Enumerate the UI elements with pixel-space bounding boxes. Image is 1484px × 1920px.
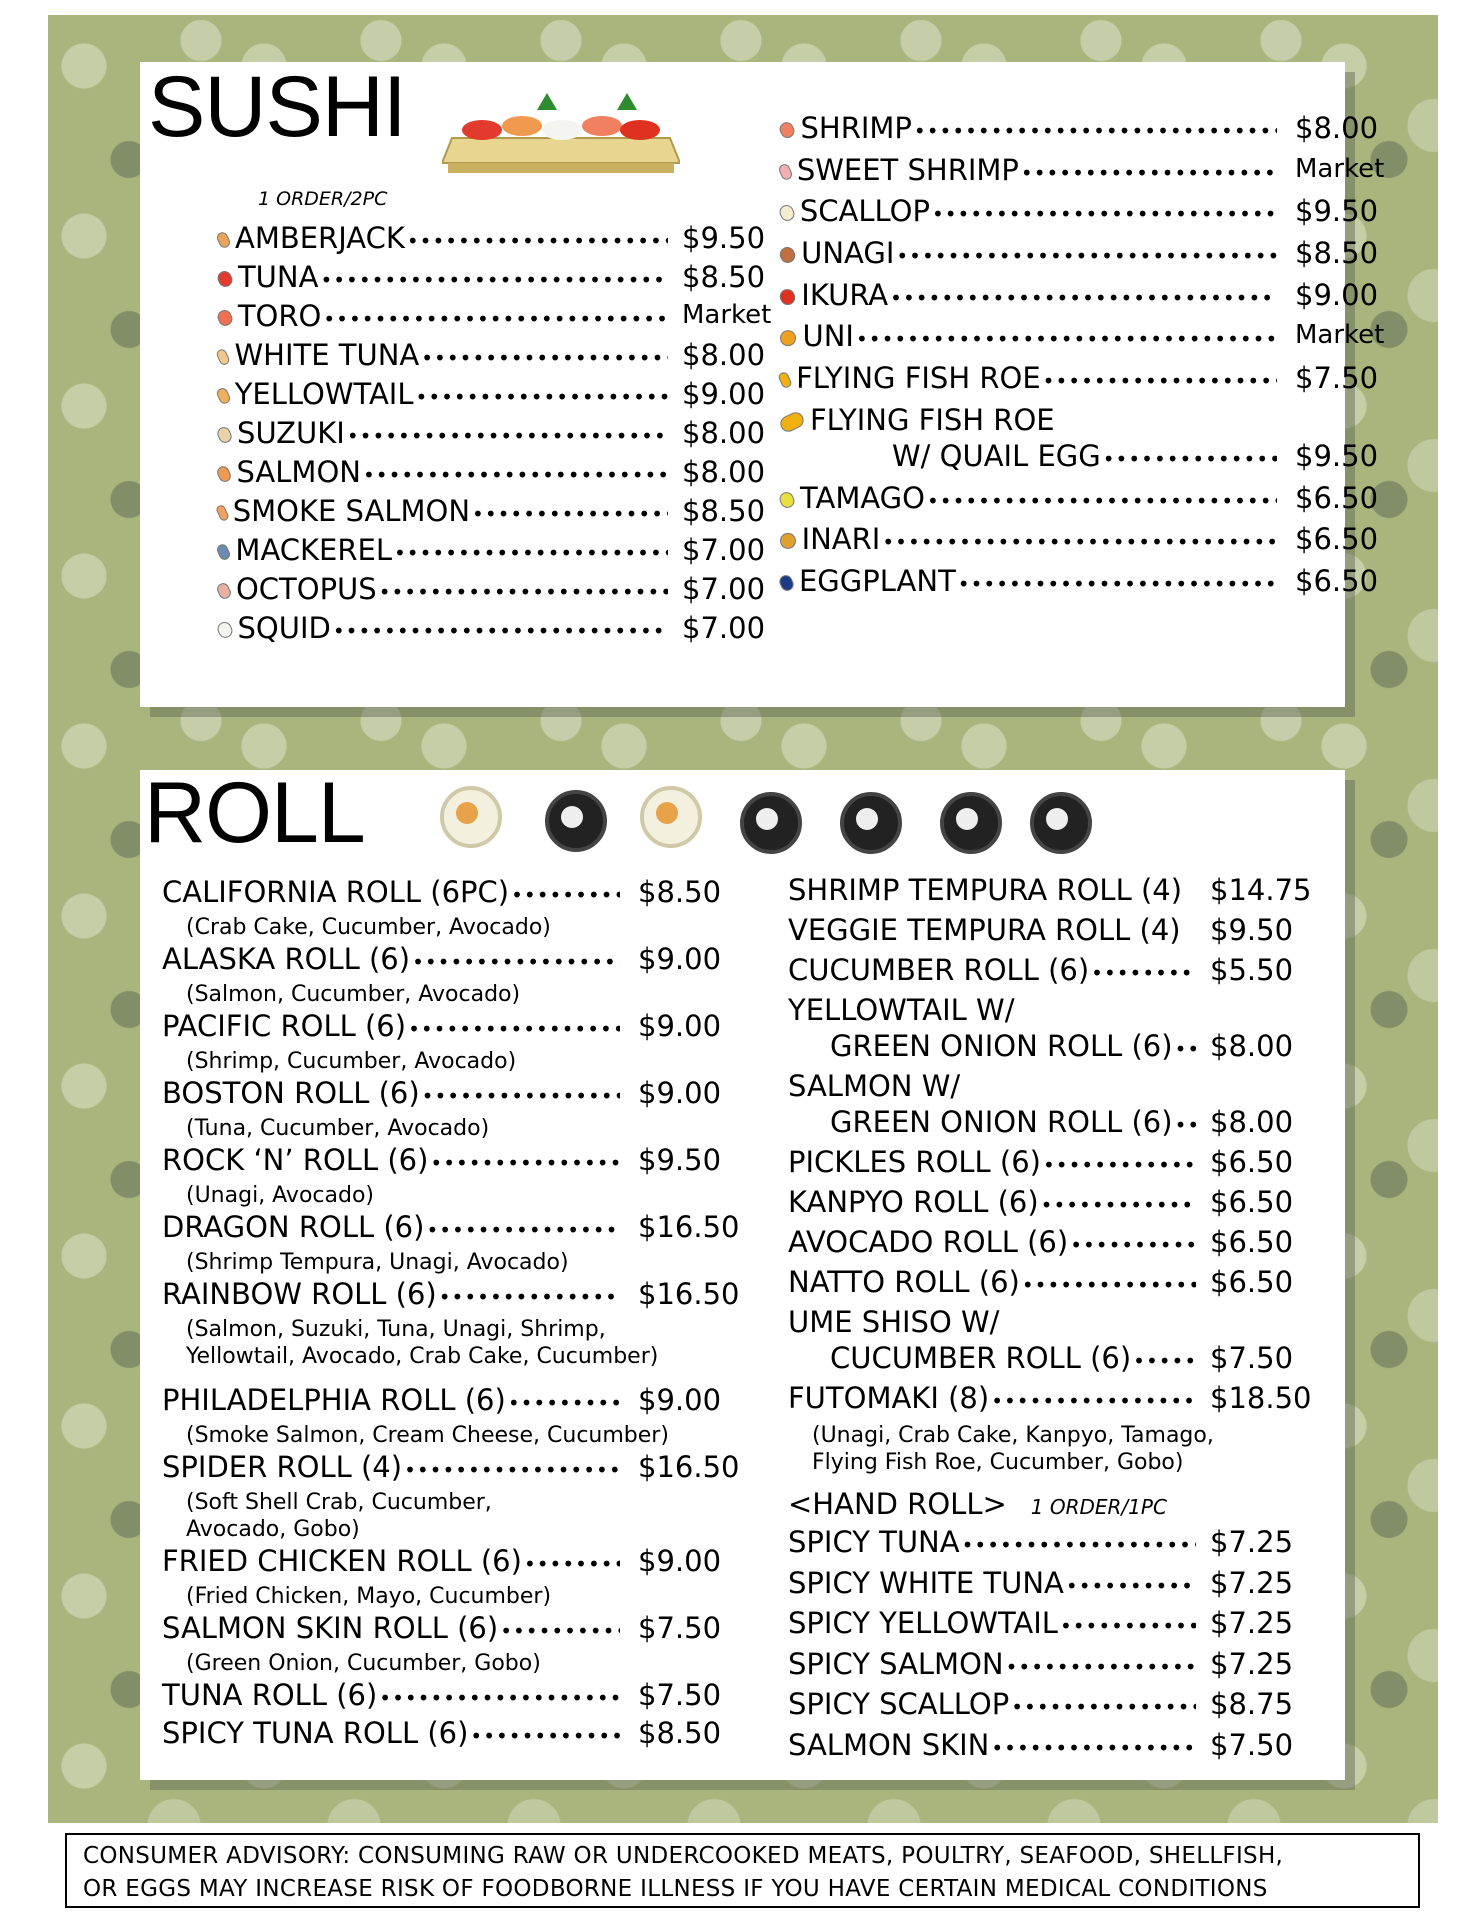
item-price: $6.50 [1210,1145,1294,1179]
leader-dots [430,1153,620,1173]
item-name: SPICY YELLOWTAIL [788,1606,1058,1640]
leader-dots [363,465,668,485]
sushi-item [780,522,1379,556]
item-price: Market [1295,320,1385,350]
roll-item [162,1210,740,1244]
leader-dots [1021,163,1277,183]
tempura-roll-icon [545,790,607,852]
item-price: $8.50 [682,260,766,294]
roll-item [162,1009,722,1043]
leader-dots [379,1688,620,1708]
leader-dots [962,1535,1196,1555]
advisory-line-1: CONSUMER ADVISORY: CONSUMING RAW OR UNDERCOOKED MEATS, POULTRY, SEAFOOD, SHELLFISH, [83,1843,1284,1869]
leader-dots [927,491,1277,511]
item-price: $9.00 [638,1076,722,1110]
item-price: $16.50 [638,1210,740,1244]
roll-item [788,1381,1312,1415]
roll-item [788,993,1196,1027]
sweet-shrimp-icon [777,162,794,181]
item-name: RAINBOW ROLL (6) [162,1277,437,1311]
amberjack-icon [215,230,232,249]
item-name: OCTOPUS [235,572,377,606]
eggplant-icon [777,573,796,593]
item-price: Market [1295,154,1385,184]
item-price: $8.50 [638,1716,722,1750]
item-price: $9.00 [638,1383,722,1417]
roll-panel [140,765,1345,1780]
item-price: $8.00 [682,338,766,372]
item-name: CUCUMBER ROLL (6) [788,953,1090,987]
item-name: SALMON SKIN ROLL (6) [162,1611,499,1645]
item-price: Market [682,300,772,330]
item-name: GREEN ONION ROLL (6) [830,1029,1173,1063]
item-name: WHITE TUNA [234,338,420,372]
leader-dots [1060,1616,1196,1636]
inari-icon [777,530,798,551]
leader-dots [394,543,668,563]
roll-item [162,1611,722,1645]
item-price: $6.50 [1210,1185,1294,1219]
advisory-line-2: OR EGGS MAY INCREASE RISK OF FOODBORNE ILLNESS IF YOU HAVE CERTAIN MEDICAL CONDITIONS [83,1876,1268,1902]
item-name: GREEN ONION ROLL (6) [830,1105,1173,1139]
sushi-item [218,572,766,606]
item-price: $7.00 [682,572,766,606]
item-price: $7.25 [1210,1646,1294,1681]
item-price: $8.00 [1295,111,1379,145]
tuna-roll-icon [740,792,802,854]
item-price: $6.50 [1210,1225,1294,1259]
item-name: SQUID [237,611,331,645]
item-price: $14.75 [1210,873,1312,907]
item-name: TUNA [237,260,319,294]
roll-item [830,1105,1294,1139]
item-name: SHRIMP [800,111,912,145]
item-price: $8.00 [682,455,766,489]
leader-dots [856,329,1277,349]
sushi-item [218,221,766,255]
item-description: (Tuna, Cucumber, Avocado) [186,1116,490,1141]
roll-item [830,1341,1294,1375]
item-price: $9.50 [682,221,766,255]
item-price: $7.50 [1295,361,1379,395]
leader-dots [407,231,668,251]
item-description: (Smoke Salmon, Cream Cheese, Cucumber) [186,1423,669,1448]
item-name: PHILADELPHIA ROLL (6) [162,1383,506,1417]
item-price: $9.00 [1295,278,1379,312]
roll-item [788,873,1312,907]
leader-dots [1175,1039,1196,1059]
tamago-icon [777,490,796,510]
leader-dots [958,574,1277,594]
hand-roll-item [788,1646,1294,1681]
hand-roll-item [788,1727,1294,1762]
item-name: SWEET SHRIMP [796,153,1019,187]
item-name: IKURA [801,278,889,312]
sushi-tray-icon [442,88,680,178]
futomaki-icon [640,786,702,848]
cucumber-roll-icon [840,792,902,854]
sushi-item [218,260,766,294]
item-description: Yellowtail, Avocado, Crab Cake, Cucumber) [186,1344,659,1369]
item-name: AVOCADO ROLL (6) [788,1225,1069,1259]
item-price: $8.50 [638,875,722,909]
tuna-icon [215,269,234,289]
hand-roll-title: <HAND ROLL> [788,1487,1007,1521]
item-name: INARI [801,522,881,556]
item-price: $7.50 [638,1678,722,1712]
item-name: UME SHISO W/ [788,1305,1000,1339]
leader-dots [1133,1351,1196,1371]
sushi-item [780,403,1277,437]
sushi-item [218,533,766,567]
item-name: TUNA ROLL (6) [162,1678,378,1712]
leader-dots [320,270,668,290]
leader-dots [379,582,668,602]
item-name: NATTO ROLL (6) [788,1265,1020,1299]
sushi-panel [140,59,1385,707]
item-description: (Shrimp Tempura, Unagi, Avocado) [186,1250,569,1275]
roll-item [788,1225,1294,1259]
leader-dots [882,532,1277,552]
item-price: $7.25 [1210,1525,1294,1559]
leader-dots [1006,1657,1196,1677]
sushi-item [780,361,1379,395]
item-price: $9.50 [638,1143,722,1177]
item-name: SPICY TUNA [788,1525,960,1559]
sushi-item [218,494,766,528]
leader-dots [1043,371,1277,391]
flying-fish-roe-icon [777,371,793,390]
leader-dots [333,621,668,641]
hand-roll-item [788,1565,1294,1600]
item-name: FLYING FISH ROE [796,361,1041,395]
item-name: CUCUMBER ROLL (6) [830,1341,1132,1375]
item-price: $8.50 [682,494,766,528]
item-price: $7.00 [682,611,766,645]
leader-dots [347,426,668,446]
item-price: $9.00 [638,942,722,976]
item-name: SHRIMP TEMPURA ROLL (4) [788,873,1183,907]
leader-dots [896,246,1277,266]
ikura-icon [777,287,798,308]
suzuki-icon [215,425,234,445]
item-price: $16.50 [638,1450,740,1484]
item-price: $7.25 [1210,1565,1294,1600]
item-description: (Salmon, Suzuki, Tuna, Unagi, Shrimp, [186,1317,606,1342]
salmon-roll-icon [940,792,1002,854]
leader-dots [1066,1576,1196,1596]
item-name: AMBERJACK [234,221,405,255]
shrimp-icon [777,120,797,141]
item-name: SALMON SKIN [788,1727,990,1762]
leader-dots [1175,1115,1196,1135]
roll-heading: ROLL [144,765,365,861]
roll-item [162,1716,722,1750]
leader-dots [914,121,1277,141]
sushi-item [780,278,1379,312]
leader-dots [1041,1195,1196,1215]
item-name: YELLOWTAIL W/ [788,993,1015,1027]
item-name: SPICY WHITE TUNA [788,1565,1064,1600]
item-name: UNAGI [801,236,895,270]
unagi-icon [777,245,797,266]
item-price: $7.50 [1210,1341,1294,1375]
roll-item [162,875,722,909]
salmon-icon [215,464,233,484]
item-name: SPICY SCALLOP [788,1687,1010,1721]
item-price: $8.00 [1210,1029,1294,1063]
item-name: BOSTON ROLL (6) [162,1076,420,1110]
item-price: $18.50 [1210,1381,1312,1415]
roll-item [830,1029,1294,1063]
leader-dots [412,952,620,972]
item-name: CALIFORNIA ROLL (6PC) [162,875,510,909]
item-description: Flying Fish Roe, Cucumber, Gobo) [812,1450,1184,1475]
leader-dots [416,387,668,407]
item-description: (Salmon, Cucumber, Avocado) [186,982,521,1007]
toro-icon [215,308,234,328]
octopus-icon [215,581,233,601]
leader-dots [508,1393,620,1413]
leader-dots [470,1726,620,1746]
leader-dots [426,1220,620,1240]
roll-item [788,913,1294,947]
spicy-roll-icon [1030,792,1092,854]
leader-dots [1022,1275,1196,1295]
roll-item [162,1450,740,1484]
sushi-item [780,236,1379,270]
flying-fish-roe-quail-icon [778,410,807,435]
roll-item [162,942,722,976]
leader-dots [472,504,668,524]
item-name: EGGPLANT [798,564,956,598]
leader-dots [439,1287,620,1307]
item-name: PACIFIC ROLL (6) [162,1009,407,1043]
item-name: TAMAGO [800,481,925,515]
item-description: Avocado, Gobo) [186,1517,360,1542]
item-name: ALASKA ROLL (6) [162,942,411,976]
roll-item [788,953,1294,987]
smoke-salmon-icon [215,504,230,522]
item-name: YELLOWTAIL [234,377,414,411]
sushi-item [780,319,1385,353]
item-name: FLYING FISH ROE [810,403,1055,437]
item-name: FRIED CHICKEN ROLL (6) [162,1544,522,1578]
item-price: $9.50 [1210,913,1294,947]
roll-item [162,1383,722,1417]
sushi-item [780,111,1379,145]
leader-dots [1043,1155,1196,1175]
hand-roll-item [788,1687,1294,1721]
item-price: $9.00 [682,377,766,411]
item-name: SPICY SALMON [788,1646,1004,1681]
item-price: $8.75 [1210,1687,1294,1721]
squid-icon [215,620,234,640]
roll-item [788,1265,1294,1299]
item-price: $5.50 [1210,953,1294,987]
item-description: (Crab Cake, Cucumber, Avocado) [186,915,551,940]
sushi-item [218,377,766,411]
sushi-item [892,439,1379,473]
sushi-item [218,416,766,450]
leader-dots [1011,1697,1196,1717]
item-name: SALMON W/ [788,1069,961,1103]
item-price: $9.00 [638,1544,722,1578]
item-description: (Unagi, Crab Cake, Kanpyo, Tamago, [812,1423,1214,1448]
roll-item [788,1069,1196,1103]
roll-item [162,1277,740,1311]
leader-dots [991,1738,1196,1758]
hand-roll-heading [788,1487,1167,1521]
mackerel-icon [215,542,232,561]
hand-roll-item [788,1525,1294,1559]
roll-item [788,1185,1294,1219]
roll-item [788,1145,1294,1179]
leader-dots [1091,963,1196,983]
item-price: $7.50 [1210,1727,1294,1762]
item-price: $7.00 [682,533,766,567]
consumer-advisory [65,1833,1420,1908]
item-description: (Fried Chicken, Mayo, Cucumber) [186,1584,552,1609]
roll-item [162,1076,722,1110]
uni-icon [777,327,799,348]
sushi-heading: SUSHI [148,59,406,155]
sushi-item [218,338,766,372]
item-description: (Soft Shell Crab, Cucumber, [186,1490,492,1515]
item-price: $8.00 [682,416,766,450]
sushi-item [780,481,1379,515]
item-name: ROCK ‘N’ ROLL (6) [162,1143,429,1177]
sushi-item [218,299,772,333]
item-name: DRAGON ROLL (6) [162,1210,425,1244]
item-price: $6.50 [1295,481,1379,515]
white-tuna-icon [215,348,231,367]
item-price: $8.50 [1295,236,1379,270]
item-price: $9.00 [638,1009,722,1043]
leader-dots [524,1554,620,1574]
item-name: UNI [802,319,854,353]
item-price: $6.50 [1295,522,1379,556]
leader-dots [422,1086,620,1106]
item-description: (Green Onion, Cucumber, Gobo) [186,1651,541,1676]
sushi-item [780,194,1379,228]
roll-item [788,1305,1196,1339]
item-name: SCALLOP [799,194,930,228]
roll-item [162,1678,722,1712]
item-name: MACKEREL [235,533,392,567]
leader-dots [932,204,1277,224]
scallop-icon [777,203,796,223]
california-roll-icon [440,786,502,848]
item-price: $9.50 [1295,194,1379,228]
item-description: (Unagi, Avocado) [186,1183,374,1208]
item-price: $8.00 [1210,1105,1294,1139]
item-price: $7.25 [1210,1606,1294,1640]
yellowtail-icon [215,386,231,405]
sushi-item [218,611,766,645]
leader-dots [890,288,1277,308]
sushi-item [780,564,1379,598]
hand-roll-note: 1 ORDER/1PC [1030,1495,1167,1519]
item-name: SUZUKI [237,416,345,450]
leader-dots [991,1391,1196,1411]
leader-dots [404,1460,620,1480]
item-price: $7.50 [638,1611,722,1645]
sushi-item [218,455,766,489]
item-name: SALMON [236,455,361,489]
item-name: VEGGIE TEMPURA ROLL (4) [788,913,1181,947]
item-name: W/ QUAIL EGG [892,439,1101,473]
item-name: FUTOMAKI (8) [788,1381,990,1415]
item-name: KANPYO ROLL (6) [788,1185,1039,1219]
item-price: $6.50 [1210,1265,1294,1299]
roll-item [162,1544,722,1578]
hand-roll-item [788,1606,1294,1640]
item-name: TORO [237,299,322,333]
item-description: (Shrimp, Cucumber, Avocado) [186,1049,517,1074]
item-name: SMOKE SALMON [232,494,471,528]
sushi-order-note: 1 ORDER/2PC [258,188,388,210]
leader-dots [408,1019,620,1039]
leader-dots [500,1621,620,1641]
item-price: $9.50 [1295,439,1379,473]
leader-dots [511,885,620,905]
leader-dots [421,348,668,368]
leader-dots [323,309,668,329]
sushi-item [780,153,1385,187]
leader-dots [1103,449,1277,469]
roll-item [162,1143,722,1177]
item-price: $6.50 [1295,564,1379,598]
item-name: SPICY TUNA ROLL (6) [162,1716,469,1750]
item-price: $16.50 [638,1277,740,1311]
item-name: SPIDER ROLL (4) [162,1450,403,1484]
leader-dots [1070,1235,1196,1255]
item-name: PICKLES ROLL (6) [788,1145,1041,1179]
